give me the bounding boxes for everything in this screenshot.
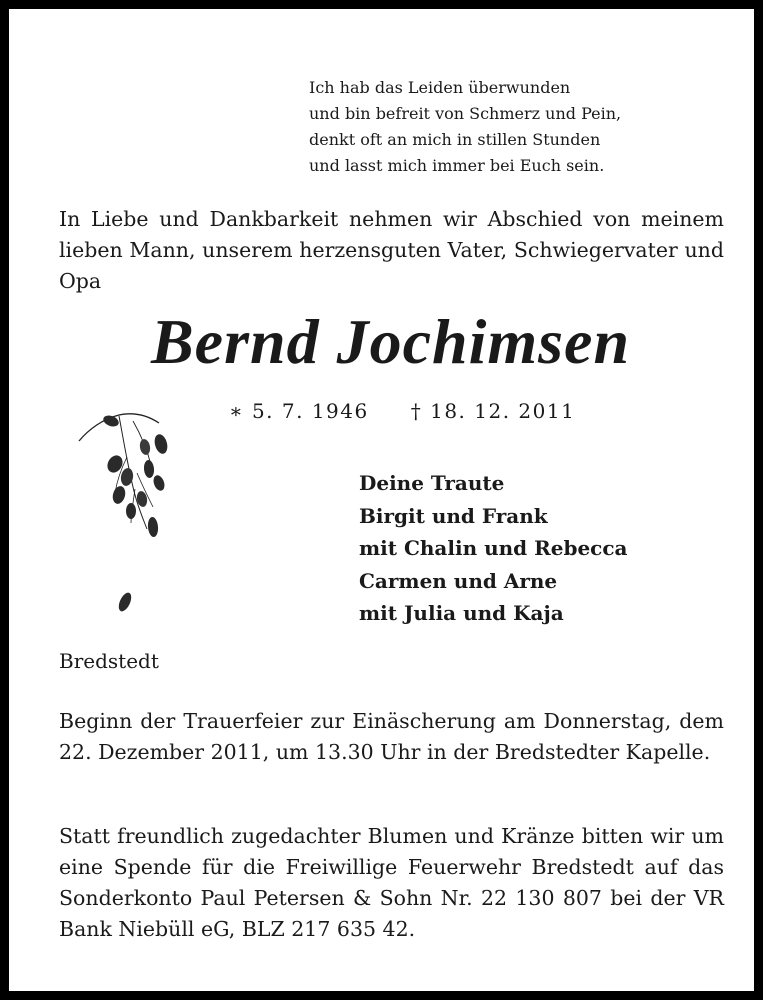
donation-request: Statt freundlich zugedachter Blumen und Kränze bitten wir um eine Spende für die Freiwillige Feuerwehr Bredstedt auf das Sonderkonto Paul Petersen & Sohn Nr. 22 130 807 bei der VR Bank Niebüll eG, BLZ 217 635 42. xyxy=(59,824,724,941)
ceremony-details: Beginn der Trauerfeier zur Einäscherung am Donnerstag, dem 22. Dezember 2011, um 13.30 Uhr in der Bredstedter Kapelle. xyxy=(59,709,724,764)
poem-line: Ich hab das Leiden überwunden xyxy=(309,78,571,97)
deceased-name: Bernd Jochimsen xyxy=(150,306,631,377)
poem-line: und bin befreit von Schmerz und Pein, xyxy=(309,104,622,123)
memorial-poem xyxy=(309,75,729,179)
life-dates xyxy=(229,397,575,425)
place-name: Bredstedt xyxy=(59,649,159,673)
mourner-line: Deine Traute xyxy=(359,471,505,495)
death-date: † 18. 12. 2011 xyxy=(410,399,576,423)
farewell-intro: In Liebe und Dankbarkeit nehmen wir Abschied von meinem lieben Mann, unserem herzensguten Vater, Schwiegervater und Opa xyxy=(59,207,724,293)
poem-line: denkt oft an mich in stillen Stunden xyxy=(309,130,601,149)
mourner-line: mit Chalin und Rebecca xyxy=(359,536,628,560)
mourner-line: Birgit und Frank xyxy=(359,503,548,528)
mourners-list xyxy=(359,467,627,630)
poem-line: und lasst mich immer bei Euch sein. xyxy=(309,156,605,175)
birth-date: ∗ 5. 7. 1946 xyxy=(229,399,369,423)
mourner-line: Carmen und Arne xyxy=(359,568,558,593)
mourner-line: mit Julia und Kaja xyxy=(359,601,564,625)
birch-branch-icon xyxy=(75,407,185,622)
